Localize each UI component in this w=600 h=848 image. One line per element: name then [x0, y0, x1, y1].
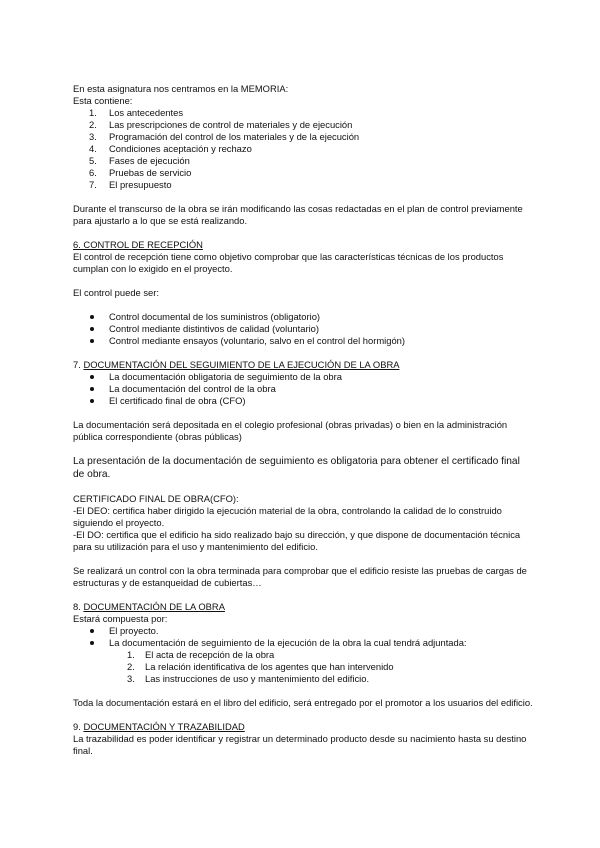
- document-page: [73, 83, 533, 757]
- cfo-deo: -El DEO: certifica haber dirigido la ejecución material de la obra, controlando la calidad de lo construido siguiendo el proyecto.: [73, 505, 502, 528]
- section-7-paragraph-2: La presentación de la documentación de seguimiento es obligatoria para obtener el certificado final de obra.: [73, 456, 520, 480]
- section-8-paragraph: Toda la documentación estará en el libro del edificio, será entregado por el promotor a los usuarios del edificio.: [73, 697, 533, 708]
- intro-paragraph: Durante el transcurso de la obra se irán modificando las cosas redactadas en el plan de control previamente para ajustarlo a lo que se está realizando.: [73, 203, 523, 226]
- list-item: 3. Programación del control de los materiales y de la ejecución: [89, 131, 360, 142]
- list-item: 2. Las prescripciones de control de materiales y de ejecución: [89, 119, 353, 130]
- documentacion-list: [73, 625, 533, 649]
- documentacion-sublist: [73, 649, 533, 685]
- section-9-paragraph: La trazabilidad es poder identificar y registrar un determinado producto desde su nacimiento hasta su destino final.: [73, 733, 527, 756]
- list-item: 5. Fases de ejecución: [89, 155, 190, 166]
- list-item: 6. Pruebas de servicio: [89, 167, 192, 178]
- section-6-title: 6. CONTROL DE RECEPCIÓN: [73, 239, 203, 250]
- memoria-list: [73, 107, 533, 191]
- list-item: Control documental de los suministros (obligatorio): [73, 311, 533, 323]
- control-list: [73, 311, 533, 347]
- bullet-icon: [90, 387, 94, 391]
- cfo-do: -El DO: certifica que el edificio ha sido realizado bajo su dirección, y que dispone de documentación técnica para su utilización para el uso y mantenimiento del edificio.: [73, 529, 521, 552]
- seguimiento-list: [73, 371, 533, 407]
- list-item: 7. El presupuesto: [89, 179, 172, 190]
- section-7-paragraph-1: La documentación será depositada en el colegio profesional (obras privadas) o bien en la administración pública correspondiente (obras públicas): [73, 419, 508, 442]
- list-item: 3. Las instrucciones de uso y mantenimiento del edificio.: [127, 673, 370, 684]
- bullet-icon: [90, 327, 94, 331]
- section-6-control-intro: El control puede ser:: [73, 287, 159, 298]
- section-7-title: 7. DOCUMENTACIÓN DEL SEGUIMIENTO DE LA EJECUCIÓN DE LA OBRA: [73, 359, 400, 370]
- bullet-icon: [90, 375, 94, 379]
- bullet-icon: [90, 641, 94, 645]
- list-item: Control mediante ensayos (voluntario, salvo en el control del hormigón): [73, 335, 533, 347]
- list-item: El proyecto.: [73, 625, 533, 637]
- list-item: La documentación del control de la obra: [73, 383, 533, 395]
- intro-line-2: Esta contiene:: [73, 95, 133, 106]
- list-item: La documentación de seguimiento de la ejecución de la obra la cual tendrá adjuntada:: [73, 637, 533, 649]
- section-7-paragraph-3: Se realizará un control con la obra terminada para comprobar que el edificio resiste las pruebas de cargas de estructuras y de estanqueidad de cubiertas…: [73, 565, 527, 588]
- section-8-title: 8. DOCUMENTACIÓN DE LA OBRA: [73, 601, 225, 612]
- section-6-paragraph: El control de recepción tiene como objetivo comprobar que las características técnicas de los productos cumplan con lo exigido en el proyecto.: [73, 251, 504, 274]
- list-item: 1. Los antecedentes: [89, 107, 184, 118]
- intro-line-1: En esta asignatura nos centramos en la MEMORIA:: [73, 83, 289, 94]
- bullet-icon: [90, 629, 94, 633]
- section-9-title: 9. DOCUMENTACIÓN Y TRAZABILIDAD: [73, 721, 245, 732]
- list-item: El certificado final de obra (CFO): [73, 395, 533, 407]
- section-8-intro: Estará compuesta por:: [73, 613, 168, 624]
- cfo-title: CERTIFICADO FINAL DE OBRA(CFO):: [73, 493, 239, 504]
- list-item: 2. La relación identificativa de los agentes que han intervenido: [127, 661, 394, 672]
- list-item: Control mediante distintivos de calidad (voluntario): [73, 323, 533, 335]
- list-item: 1. El acta de recepción de la obra: [127, 649, 275, 660]
- bullet-icon: [90, 339, 94, 343]
- bullet-icon: [90, 315, 94, 319]
- bullet-icon: [90, 399, 94, 403]
- list-item: La documentación obligatoria de seguimiento de la obra: [73, 371, 533, 383]
- list-item: 4. Condiciones aceptación y rechazo: [89, 143, 252, 154]
